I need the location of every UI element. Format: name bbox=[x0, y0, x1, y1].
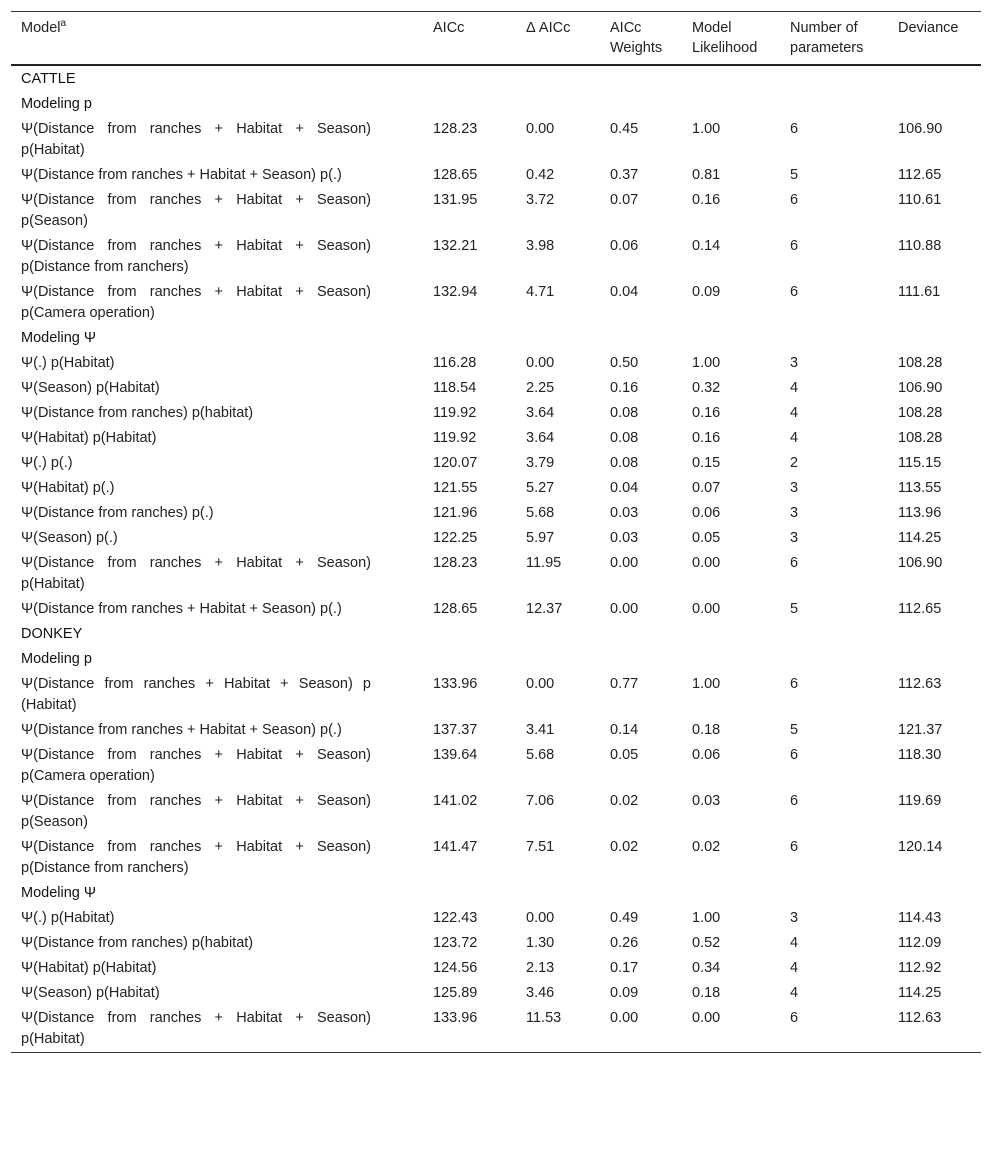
delta-aicc-cell: 0.42 bbox=[526, 167, 555, 183]
deviance-cell: 120.14 bbox=[898, 839, 943, 855]
table-row bbox=[11, 280, 981, 326]
aicc-weight-cell: 0.09 bbox=[610, 985, 639, 1001]
section-row bbox=[11, 326, 981, 351]
delta-aicc-cell: 3.64 bbox=[526, 405, 555, 421]
delta-aicc-cell: 5.68 bbox=[526, 505, 555, 521]
model-likelihood-cell: 0.00 bbox=[692, 555, 721, 571]
model-likelihood-cell: 0.03 bbox=[692, 793, 721, 809]
model-cell bbox=[11, 476, 423, 501]
aicc-weight-cell: 0.14 bbox=[610, 722, 639, 738]
section-label: Modeling Ψ bbox=[21, 330, 96, 346]
model-formula: Ψ(Distance from ranches + Habitat + Season) p(.) bbox=[21, 601, 342, 617]
aicc-weight-cell: 0.77 bbox=[610, 676, 639, 692]
aicc-cell: 121.96 bbox=[433, 505, 478, 521]
aicc-weight-cell: 0.08 bbox=[610, 430, 639, 446]
model-formula: Ψ(Distance from ranches + Habitat + Season) p(Distance from ranchers) bbox=[21, 238, 371, 275]
delta-aicc-cell: 0.00 bbox=[526, 355, 555, 371]
aicc-cell: 132.21 bbox=[433, 238, 478, 254]
section-row bbox=[11, 647, 981, 672]
section-row bbox=[11, 881, 981, 906]
delta-aicc-cell: 11.53 bbox=[526, 1010, 562, 1026]
deviance-cell: 115.15 bbox=[898, 455, 942, 471]
table-row bbox=[11, 743, 981, 789]
model-likelihood-cell: 0.15 bbox=[692, 455, 721, 471]
delta-aicc-cell: 12.37 bbox=[526, 601, 563, 617]
aicc-weight-cell: 0.26 bbox=[610, 935, 639, 951]
delta-aicc-cell: 0.00 bbox=[526, 676, 555, 692]
parameter-count-cell: 4 bbox=[790, 430, 799, 446]
aicc-cell: 139.64 bbox=[433, 747, 478, 763]
delta-aicc-cell: 4.71 bbox=[526, 284, 555, 300]
aicc-weight-cell: 0.16 bbox=[610, 380, 639, 396]
deviance-cell: 108.28 bbox=[898, 430, 943, 446]
aicc-weight-cell: 0.05 bbox=[610, 747, 639, 763]
deviance-cell: 114.43 bbox=[898, 910, 942, 926]
aicc-weight-cell: 0.07 bbox=[610, 192, 639, 208]
aicc-cell: 128.65 bbox=[433, 601, 478, 617]
deviance-cell: 112.65 bbox=[898, 601, 942, 617]
parameter-count-cell: 3 bbox=[790, 910, 799, 926]
deviance-cell: 106.90 bbox=[898, 121, 943, 137]
deviance-cell: 114.25 bbox=[898, 530, 942, 546]
parameter-count-cell: 3 bbox=[790, 355, 799, 371]
deviance-cell: 112.65 bbox=[898, 167, 942, 183]
delta-aicc-cell: 5.27 bbox=[526, 480, 555, 496]
delta-aicc-cell: 5.97 bbox=[526, 530, 555, 546]
parameter-count-cell: 3 bbox=[790, 505, 799, 521]
delta-aicc-cell: 2.25 bbox=[526, 380, 555, 396]
model-formula: Ψ(Season) p(Habitat) bbox=[21, 985, 160, 1001]
delta-aicc-cell: 3.79 bbox=[526, 455, 555, 471]
model-likelihood-cell: 0.07 bbox=[692, 480, 721, 496]
model-cell bbox=[11, 526, 423, 551]
aicc-cell: 133.96 bbox=[433, 676, 478, 692]
deviance-cell: 113.55 bbox=[898, 480, 942, 496]
aicc-weight-cell: 0.00 bbox=[610, 601, 639, 617]
header-model-likelihood: Model Likelihood bbox=[692, 20, 758, 56]
section-row bbox=[11, 65, 981, 92]
model-formula: Ψ(Distance from ranches + Habitat + Season) p(Season) bbox=[21, 793, 371, 830]
aicc-cell: 128.23 bbox=[433, 121, 478, 137]
aicc-cell: 141.47 bbox=[433, 839, 478, 855]
header-aicc-weights: AICc Weights bbox=[610, 20, 663, 56]
model-cell bbox=[11, 401, 423, 426]
table-row bbox=[11, 956, 981, 981]
parameter-count-cell: 6 bbox=[790, 121, 799, 137]
table-row bbox=[11, 401, 981, 426]
aicc-cell: 116.28 bbox=[433, 355, 477, 371]
aicc-weight-cell: 0.02 bbox=[610, 839, 639, 855]
aicc-cell: 133.96 bbox=[433, 1010, 478, 1026]
section-row bbox=[11, 622, 981, 647]
parameter-count-cell: 6 bbox=[790, 793, 799, 809]
section-label: Modeling p bbox=[21, 96, 92, 112]
model-formula: Ψ(Distance from ranches + Habitat + Season) p(Habitat) bbox=[21, 121, 371, 158]
model-likelihood-cell: 1.00 bbox=[692, 676, 721, 692]
model-formula: Ψ(Distance from ranches + Habitat + Season) p(Habitat) bbox=[21, 1010, 371, 1047]
table-row bbox=[11, 835, 981, 881]
aicc-cell: 124.56 bbox=[433, 960, 478, 976]
model-formula: Ψ(Distance from ranches) p(.) bbox=[21, 505, 214, 521]
aicc-weight-cell: 0.04 bbox=[610, 284, 639, 300]
parameter-count-cell: 4 bbox=[790, 985, 799, 1001]
parameter-count-cell: 6 bbox=[790, 192, 799, 208]
model-likelihood-cell: 0.16 bbox=[692, 405, 721, 421]
table-row bbox=[11, 789, 981, 835]
model-cell bbox=[11, 981, 423, 1006]
parameter-count-cell: 6 bbox=[790, 1010, 799, 1026]
model-cell bbox=[11, 234, 423, 280]
parameter-count-cell: 4 bbox=[790, 405, 799, 421]
model-cell bbox=[11, 718, 423, 743]
model-likelihood-cell: 0.32 bbox=[692, 380, 721, 396]
model-formula: Ψ(Distance from ranches + Habitat + Season) p(Camera operation) bbox=[21, 747, 371, 784]
aicc-cell: 119.92 bbox=[433, 430, 477, 446]
table-row bbox=[11, 234, 981, 280]
delta-aicc-cell: 1.30 bbox=[526, 935, 555, 951]
aicc-cell: 132.94 bbox=[433, 284, 478, 300]
deviance-cell: 112.63 bbox=[898, 676, 942, 692]
model-cell bbox=[11, 1006, 423, 1053]
deviance-cell: 108.28 bbox=[898, 355, 943, 371]
model-formula: Ψ(Distance from ranches + Habitat + Season) p(Habitat) bbox=[21, 555, 371, 592]
model-likelihood-cell: 1.00 bbox=[692, 121, 721, 137]
model-formula: Ψ(Distance from ranches + Habitat + Season) p(Distance from ranchers) bbox=[21, 839, 371, 876]
delta-aicc-cell: 7.51 bbox=[526, 839, 555, 855]
delta-aicc-cell: 5.68 bbox=[526, 747, 555, 763]
table-row bbox=[11, 351, 981, 376]
model-likelihood-cell: 0.02 bbox=[692, 839, 721, 855]
aicc-weight-cell: 0.45 bbox=[610, 121, 639, 137]
table-row bbox=[11, 551, 981, 597]
model-likelihood-cell: 0.06 bbox=[692, 747, 721, 763]
deviance-cell: 112.63 bbox=[898, 1010, 942, 1026]
parameter-count-cell: 5 bbox=[790, 722, 799, 738]
model-cell bbox=[11, 280, 423, 326]
model-formula: Ψ(.) p(.) bbox=[21, 455, 73, 471]
model-likelihood-cell: 0.16 bbox=[692, 192, 721, 208]
model-likelihood-cell: 0.14 bbox=[692, 238, 721, 254]
table-row bbox=[11, 672, 981, 718]
section-label: Modeling Ψ bbox=[21, 885, 96, 901]
table-row bbox=[11, 163, 981, 188]
header-model-footnote-mark: a bbox=[60, 18, 67, 30]
delta-aicc-cell: 0.00 bbox=[526, 121, 555, 137]
model-cell bbox=[11, 789, 423, 835]
deviance-cell: 106.90 bbox=[898, 555, 943, 571]
model-formula: Ψ(Distance from ranches + Habitat + Season) p(Camera operation) bbox=[21, 284, 371, 321]
aicc-weight-cell: 0.37 bbox=[610, 167, 639, 183]
model-likelihood-cell: 0.06 bbox=[692, 505, 721, 521]
aicc-cell: 141.02 bbox=[433, 793, 478, 809]
aicc-weight-cell: 0.03 bbox=[610, 530, 639, 546]
table-row bbox=[11, 376, 981, 401]
table-row bbox=[11, 188, 981, 234]
parameter-count-cell: 6 bbox=[790, 555, 799, 571]
parameter-count-cell: 2 bbox=[790, 455, 799, 471]
model-selection-table bbox=[11, 11, 981, 1053]
aicc-cell: 122.25 bbox=[433, 530, 478, 546]
parameter-count-cell: 5 bbox=[790, 601, 799, 617]
delta-aicc-cell: 2.13 bbox=[526, 960, 555, 976]
section-label: CATTLE bbox=[21, 71, 76, 87]
table-row bbox=[11, 476, 981, 501]
deviance-cell: 110.61 bbox=[898, 192, 942, 208]
table-row bbox=[11, 931, 981, 956]
aicc-cell: 121.55 bbox=[433, 480, 478, 496]
deviance-cell: 121.37 bbox=[898, 722, 943, 738]
header-deviance: Deviance bbox=[898, 20, 959, 36]
parameter-count-cell: 3 bbox=[790, 530, 799, 546]
model-likelihood-cell: 1.00 bbox=[692, 355, 721, 371]
header-model bbox=[11, 12, 423, 66]
model-cell bbox=[11, 931, 423, 956]
aicc-weight-cell: 0.08 bbox=[610, 455, 639, 471]
model-likelihood-cell: 0.34 bbox=[692, 960, 721, 976]
section-row bbox=[11, 92, 981, 117]
delta-aicc-cell: 0.00 bbox=[526, 910, 555, 926]
header-row bbox=[11, 12, 981, 66]
model-likelihood-cell: 0.16 bbox=[692, 430, 721, 446]
deviance-cell: 112.92 bbox=[898, 960, 942, 976]
aicc-cell: 122.43 bbox=[433, 910, 478, 926]
deviance-cell: 114.25 bbox=[898, 985, 942, 1001]
model-cell bbox=[11, 672, 423, 718]
delta-aicc-cell: 3.64 bbox=[526, 430, 555, 446]
model-formula: Ψ(Season) p(.) bbox=[21, 530, 118, 546]
aicc-cell: 125.89 bbox=[433, 985, 478, 1001]
model-cell bbox=[11, 835, 423, 881]
model-formula: Ψ(Habitat) p(.) bbox=[21, 480, 115, 496]
table-row bbox=[11, 906, 981, 931]
model-formula: Ψ(.) p(Habitat) bbox=[21, 355, 115, 371]
aicc-weight-cell: 0.03 bbox=[610, 505, 639, 521]
header-delta-aicc: Δ AICc bbox=[526, 20, 571, 36]
model-likelihood-cell: 0.81 bbox=[692, 167, 721, 183]
model-likelihood-cell: 0.18 bbox=[692, 985, 721, 1001]
delta-aicc-cell: 7.06 bbox=[526, 793, 555, 809]
model-cell bbox=[11, 117, 423, 163]
model-cell bbox=[11, 163, 423, 188]
model-cell bbox=[11, 451, 423, 476]
delta-aicc-cell: 3.46 bbox=[526, 985, 555, 1001]
table-row bbox=[11, 117, 981, 163]
deviance-cell: 111.61 bbox=[898, 284, 941, 300]
delta-aicc-cell: 3.98 bbox=[526, 238, 555, 254]
model-formula: Ψ(Season) p(Habitat) bbox=[21, 380, 160, 396]
delta-aicc-cell: 3.72 bbox=[526, 192, 555, 208]
table-header bbox=[11, 12, 981, 66]
aicc-weight-cell: 0.17 bbox=[610, 960, 639, 976]
aicc-weight-cell: 0.08 bbox=[610, 405, 639, 421]
aicc-weight-cell: 0.00 bbox=[610, 555, 639, 571]
parameter-count-cell: 6 bbox=[790, 676, 799, 692]
table-row bbox=[11, 501, 981, 526]
model-cell bbox=[11, 501, 423, 526]
model-formula: Ψ(Distance from ranches) p(habitat) bbox=[21, 935, 254, 951]
parameter-count-cell: 4 bbox=[790, 935, 799, 951]
model-formula: Ψ(Distance from ranches) p(habitat) bbox=[21, 405, 254, 421]
table-row bbox=[11, 451, 981, 476]
aicc-cell: 128.65 bbox=[433, 167, 478, 183]
table-row bbox=[11, 1006, 981, 1053]
table-row bbox=[11, 718, 981, 743]
deviance-cell: 119.69 bbox=[898, 793, 942, 809]
header-number-of-parameters: Number of parameters bbox=[790, 20, 864, 56]
aicc-cell: 120.07 bbox=[433, 455, 478, 471]
aicc-cell: 131.95 bbox=[433, 192, 478, 208]
model-likelihood-cell: 0.18 bbox=[692, 722, 721, 738]
header-aicc: AICc bbox=[433, 20, 465, 36]
section-label: DONKEY bbox=[21, 626, 83, 642]
deviance-cell: 112.09 bbox=[898, 935, 942, 951]
model-formula: Ψ(.) p(Habitat) bbox=[21, 910, 115, 926]
aicc-weight-cell: 0.50 bbox=[610, 355, 639, 371]
delta-aicc-cell: 3.41 bbox=[526, 722, 555, 738]
model-likelihood-cell: 0.00 bbox=[692, 1010, 721, 1026]
model-cell bbox=[11, 376, 423, 401]
aicc-weight-cell: 0.00 bbox=[610, 1010, 639, 1026]
parameter-count-cell: 4 bbox=[790, 960, 799, 976]
aicc-weight-cell: 0.04 bbox=[610, 480, 639, 496]
model-cell bbox=[11, 597, 423, 622]
aicc-cell: 123.72 bbox=[433, 935, 478, 951]
aicc-weight-cell: 0.06 bbox=[610, 238, 639, 254]
table-row bbox=[11, 981, 981, 1006]
model-cell bbox=[11, 906, 423, 931]
aicc-weight-cell: 0.02 bbox=[610, 793, 639, 809]
delta-aicc-cell: 11.95 bbox=[526, 555, 562, 571]
header-model-label: Model bbox=[21, 20, 61, 36]
parameter-count-cell: 6 bbox=[790, 284, 799, 300]
model-likelihood-cell: 0.09 bbox=[692, 284, 721, 300]
model-cell bbox=[11, 426, 423, 451]
table-body bbox=[11, 65, 981, 1053]
aicc-weight-cell: 0.49 bbox=[610, 910, 639, 926]
parameter-count-cell: 4 bbox=[790, 380, 799, 396]
model-likelihood-cell: 0.05 bbox=[692, 530, 721, 546]
deviance-cell: 106.90 bbox=[898, 380, 943, 396]
parameter-count-cell: 5 bbox=[790, 167, 799, 183]
model-cell bbox=[11, 956, 423, 981]
deviance-cell: 110.88 bbox=[898, 238, 942, 254]
aicc-cell: 118.54 bbox=[433, 380, 477, 396]
table-row bbox=[11, 426, 981, 451]
aicc-cell: 128.23 bbox=[433, 555, 478, 571]
model-cell bbox=[11, 743, 423, 789]
table-row bbox=[11, 597, 981, 622]
model-formula: Ψ(Distance from ranches + Habitat + Season) p(.) bbox=[21, 167, 342, 183]
model-likelihood-cell: 0.52 bbox=[692, 935, 721, 951]
model-formula: Ψ(Distance from ranches + Habitat + Season) p (Habitat) bbox=[21, 676, 371, 713]
aicc-cell: 137.37 bbox=[433, 722, 478, 738]
section-label: Modeling p bbox=[21, 651, 92, 667]
parameter-count-cell: 3 bbox=[790, 480, 799, 496]
model-likelihood-cell: 1.00 bbox=[692, 910, 721, 926]
model-formula: Ψ(Habitat) p(Habitat) bbox=[21, 430, 157, 446]
deviance-cell: 113.96 bbox=[898, 505, 942, 521]
parameter-count-cell: 6 bbox=[790, 747, 799, 763]
parameter-count-cell: 6 bbox=[790, 238, 799, 254]
model-formula: Ψ(Habitat) p(Habitat) bbox=[21, 960, 157, 976]
model-cell bbox=[11, 188, 423, 234]
deviance-cell: 108.28 bbox=[898, 405, 943, 421]
parameter-count-cell: 6 bbox=[790, 839, 799, 855]
model-formula: Ψ(Distance from ranches + Habitat + Season) p(.) bbox=[21, 722, 342, 738]
model-cell bbox=[11, 551, 423, 597]
model-likelihood-cell: 0.00 bbox=[692, 601, 721, 617]
model-formula: Ψ(Distance from ranches + Habitat + Season) p(Season) bbox=[21, 192, 371, 229]
model-cell bbox=[11, 351, 423, 376]
table-row bbox=[11, 526, 981, 551]
aicc-cell: 119.92 bbox=[433, 405, 477, 421]
deviance-cell: 118.30 bbox=[898, 747, 942, 763]
